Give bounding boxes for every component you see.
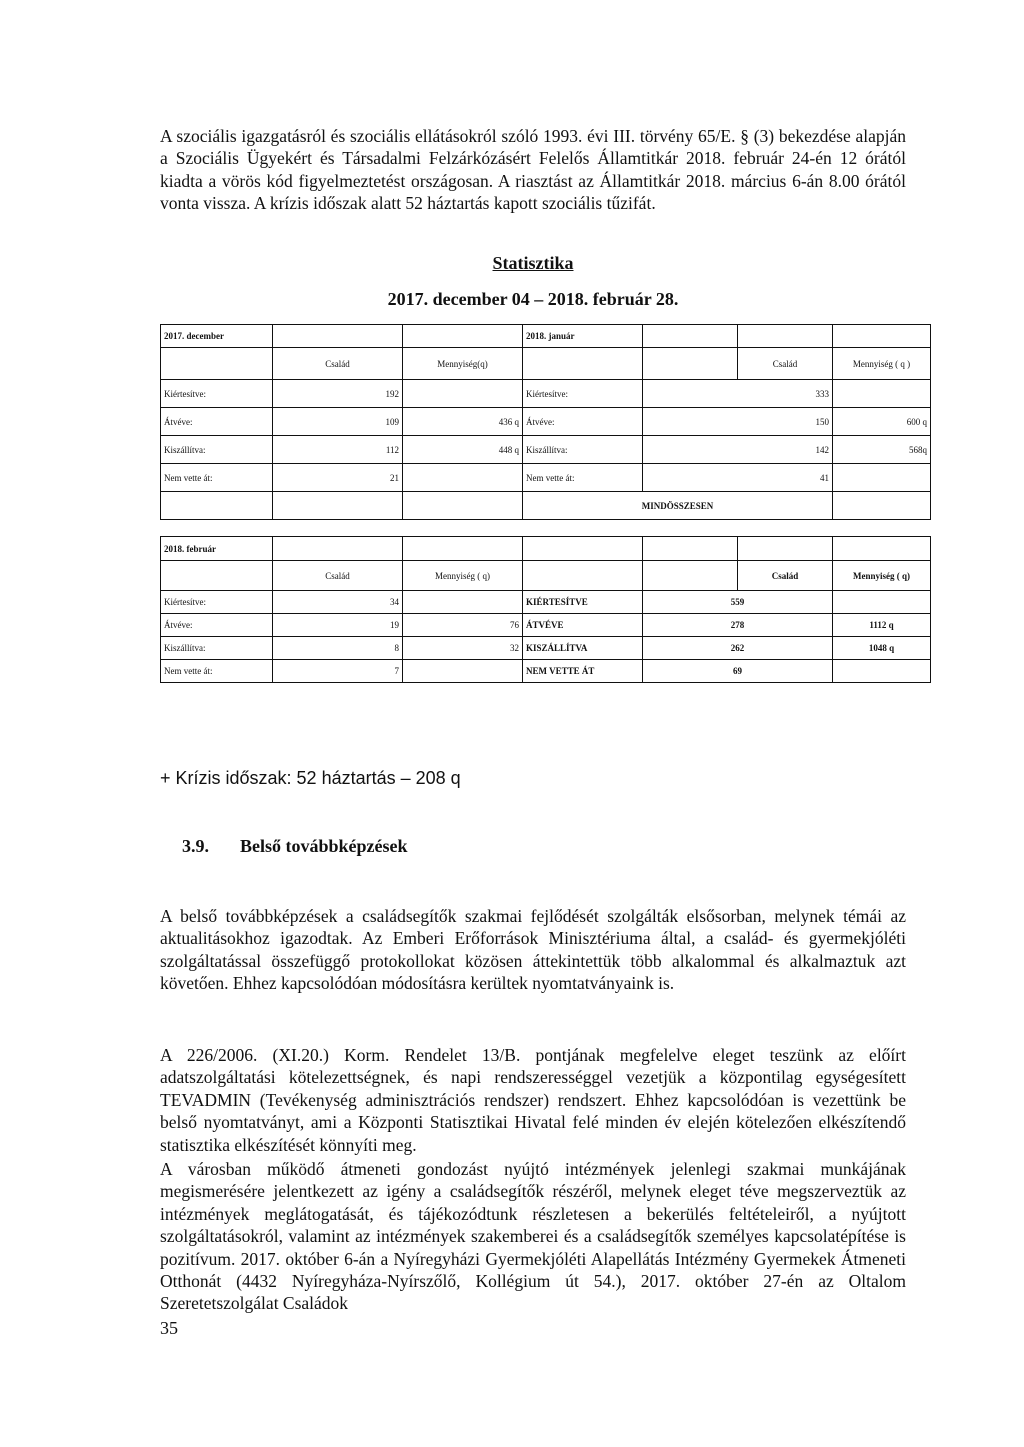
stats-table-dec-jan	[160, 324, 931, 520]
body-paragraph	[160, 905, 906, 995]
quantity	[403, 380, 523, 408]
quantity	[833, 591, 931, 614]
row-label: KIÉRTESÍTVE	[523, 591, 643, 614]
family-count: 7	[273, 660, 403, 683]
crisis-period-summary: + Krízis időszak: 52 háztartás – 208 q	[160, 768, 461, 788]
table-row	[161, 436, 931, 464]
column-header: Család	[738, 348, 833, 380]
paragraph-text: A városban működő átmeneti gondozást nyújtó intézmények jelenlegi szakmai munkájának megismerésére jelentkezett az igény a családsegítők részéről, melynek eleget téve megszerveztük az intézmények meglátogatását, és tájékozódtunk részletesen a bekerülés feltételeiről, a nyújtott szolgáltatásokról, valamint az intézmények szakemberei és a családsegítők személyes kapcsolatépítése is pozitívum. 2017. október 6-án a Nyíregyházi Gyermekjóléti Alapellátás Intézmény Gyermekek Átmeneti Otthonát (4432 Nyíregyháza-Nyírszőlő, Kollégium út 54.), 2017. október 27-én az Oltalom Szeretetszolgálat Családok	[160, 1159, 906, 1314]
quantity: 1048 q	[833, 637, 931, 660]
quantity: 32	[403, 637, 523, 660]
table-row	[161, 492, 931, 520]
table-header-row	[161, 348, 931, 380]
table-row	[161, 408, 931, 436]
total-label: MINDÖSSZESEN	[523, 492, 833, 520]
intro-paragraph	[160, 125, 906, 215]
row-label: ÁTVÉVE	[523, 614, 643, 637]
family-count: 19	[273, 614, 403, 637]
row-label: Átvéve:	[161, 408, 273, 436]
quantity: 1112 q	[833, 614, 931, 637]
row-label: Kiszállítva:	[523, 436, 643, 464]
table-row	[161, 660, 931, 683]
quantity	[833, 660, 931, 683]
row-label: KISZÁLLÍTVA	[523, 637, 643, 660]
table-row	[161, 464, 931, 492]
table-row	[161, 637, 931, 660]
row-label: NEM VETTE ÁT	[523, 660, 643, 683]
quantity: 600 q	[833, 408, 931, 436]
family-count: 112	[273, 436, 403, 464]
statistics-period: 2017. december 04 – 2018. február 28.	[387, 289, 679, 309]
quantity: 76	[403, 614, 523, 637]
quantity	[403, 464, 523, 492]
body-paragraph	[160, 1158, 906, 1315]
column-header: Család	[738, 561, 833, 591]
row-label: Nem vette át:	[161, 660, 273, 683]
table-row	[161, 380, 931, 408]
family-count: 150	[643, 408, 833, 436]
body-paragraph	[160, 1044, 906, 1156]
family-count: 333	[643, 380, 833, 408]
quantity: 568q	[833, 436, 931, 464]
family-count: 41	[643, 464, 833, 492]
family-count: 192	[273, 380, 403, 408]
row-label: Átvéve:	[523, 408, 643, 436]
month-label-january: 2018. január	[523, 325, 643, 348]
row-label: Nem vette át:	[523, 464, 643, 492]
quantity	[833, 464, 931, 492]
family-count: 34	[273, 591, 403, 614]
column-header: Mennyiség ( q)	[833, 561, 931, 591]
family-count: 21	[273, 464, 403, 492]
column-header: Család	[273, 561, 403, 591]
row-label: Nem vette át:	[161, 464, 273, 492]
intro-text: A szociális igazgatásról és szociális ellátásokról szóló 1993. évi III. törvény 65/E. § (3) bekezdése alapján a Szociális Ügyekért és Társadalmi Felzárkózásért Felelős Államtitkár 2018. február 24-én 12 órától kiadta a vörös kód figyelmeztetést országosan. A riasztást az Államtitkár 2018. március 6-án 8.00 órától vonta vissza. A krízis időszak alatt 52 háztartás kapott szociális tűzifát.	[160, 126, 906, 214]
row-label: Kiszállítva:	[161, 436, 273, 464]
row-label: Kiértesítve:	[523, 380, 643, 408]
column-header: Mennyiség ( q )	[833, 348, 931, 380]
row-label: Kiszállítva:	[161, 637, 273, 660]
family-count: 69	[643, 660, 833, 683]
paragraph-text: A belső továbbképzések a családsegítők szakmai fejlődését szolgálták elsősorban, melynek témái az aktualitásokhoz igazodtak. Az Emberi Erőforrások Minisztériuma által, a család- és gyermekjóléti szolgáltatással összefüggő protokollokat közösen áttekintettük több alkalommal és alkalmaztuk azt követően. Ehhez kapcsolódóan módosításra kerültek nyomtatványaink is.	[160, 906, 906, 994]
table-row	[161, 614, 931, 637]
table-row	[161, 325, 931, 348]
table-header-row	[161, 561, 931, 591]
family-count: 142	[643, 436, 833, 464]
family-count: 262	[643, 637, 833, 660]
quantity	[403, 591, 523, 614]
quantity: 448 q	[403, 436, 523, 464]
row-label: Kiértesítve:	[161, 591, 273, 614]
family-count: 8	[273, 637, 403, 660]
table-row	[161, 537, 931, 561]
column-header: Család	[273, 348, 403, 380]
row-label: Kiértesítve:	[161, 380, 273, 408]
column-header: Mennyiség ( q)	[403, 561, 523, 591]
family-count: 559	[643, 591, 833, 614]
quantity: 436 q	[403, 408, 523, 436]
quantity	[403, 660, 523, 683]
row-label: Átvéve:	[161, 614, 273, 637]
column-header: Mennyiség(q)	[403, 348, 523, 380]
paragraph-text: A 226/2006. (XI.20.) Korm. Rendelet 13/B. pontjának megfelelve eleget teszünk az előírt adatszolgáltatási kötelezettségnek, és napi rendszerességgel vezetjük a központilag egységesített TEVADMIN (Tevékenység adminisztrációs rendszer) rendszert. Ehhez kapcsolódóan is vezettünk be belső nyomtatványt, ami a Központi Statisztikai Hivatal felé minden év elején kötelezően elkészítendő statisztika elkészítését könnyíti meg.	[160, 1045, 906, 1155]
month-label-december: 2017. december	[161, 325, 273, 348]
section-number: 3.9.	[182, 836, 209, 856]
section-heading	[182, 836, 408, 857]
statistics-title: Statisztika	[492, 253, 574, 273]
month-label-february: 2018. február	[161, 537, 273, 561]
page-number: 35	[160, 1318, 178, 1338]
family-count: 278	[643, 614, 833, 637]
stats-table-feb	[160, 536, 931, 683]
family-count: 109	[273, 408, 403, 436]
quantity	[833, 380, 931, 408]
section-title: Belső továbbképzések	[240, 836, 408, 856]
table-row	[161, 591, 931, 614]
